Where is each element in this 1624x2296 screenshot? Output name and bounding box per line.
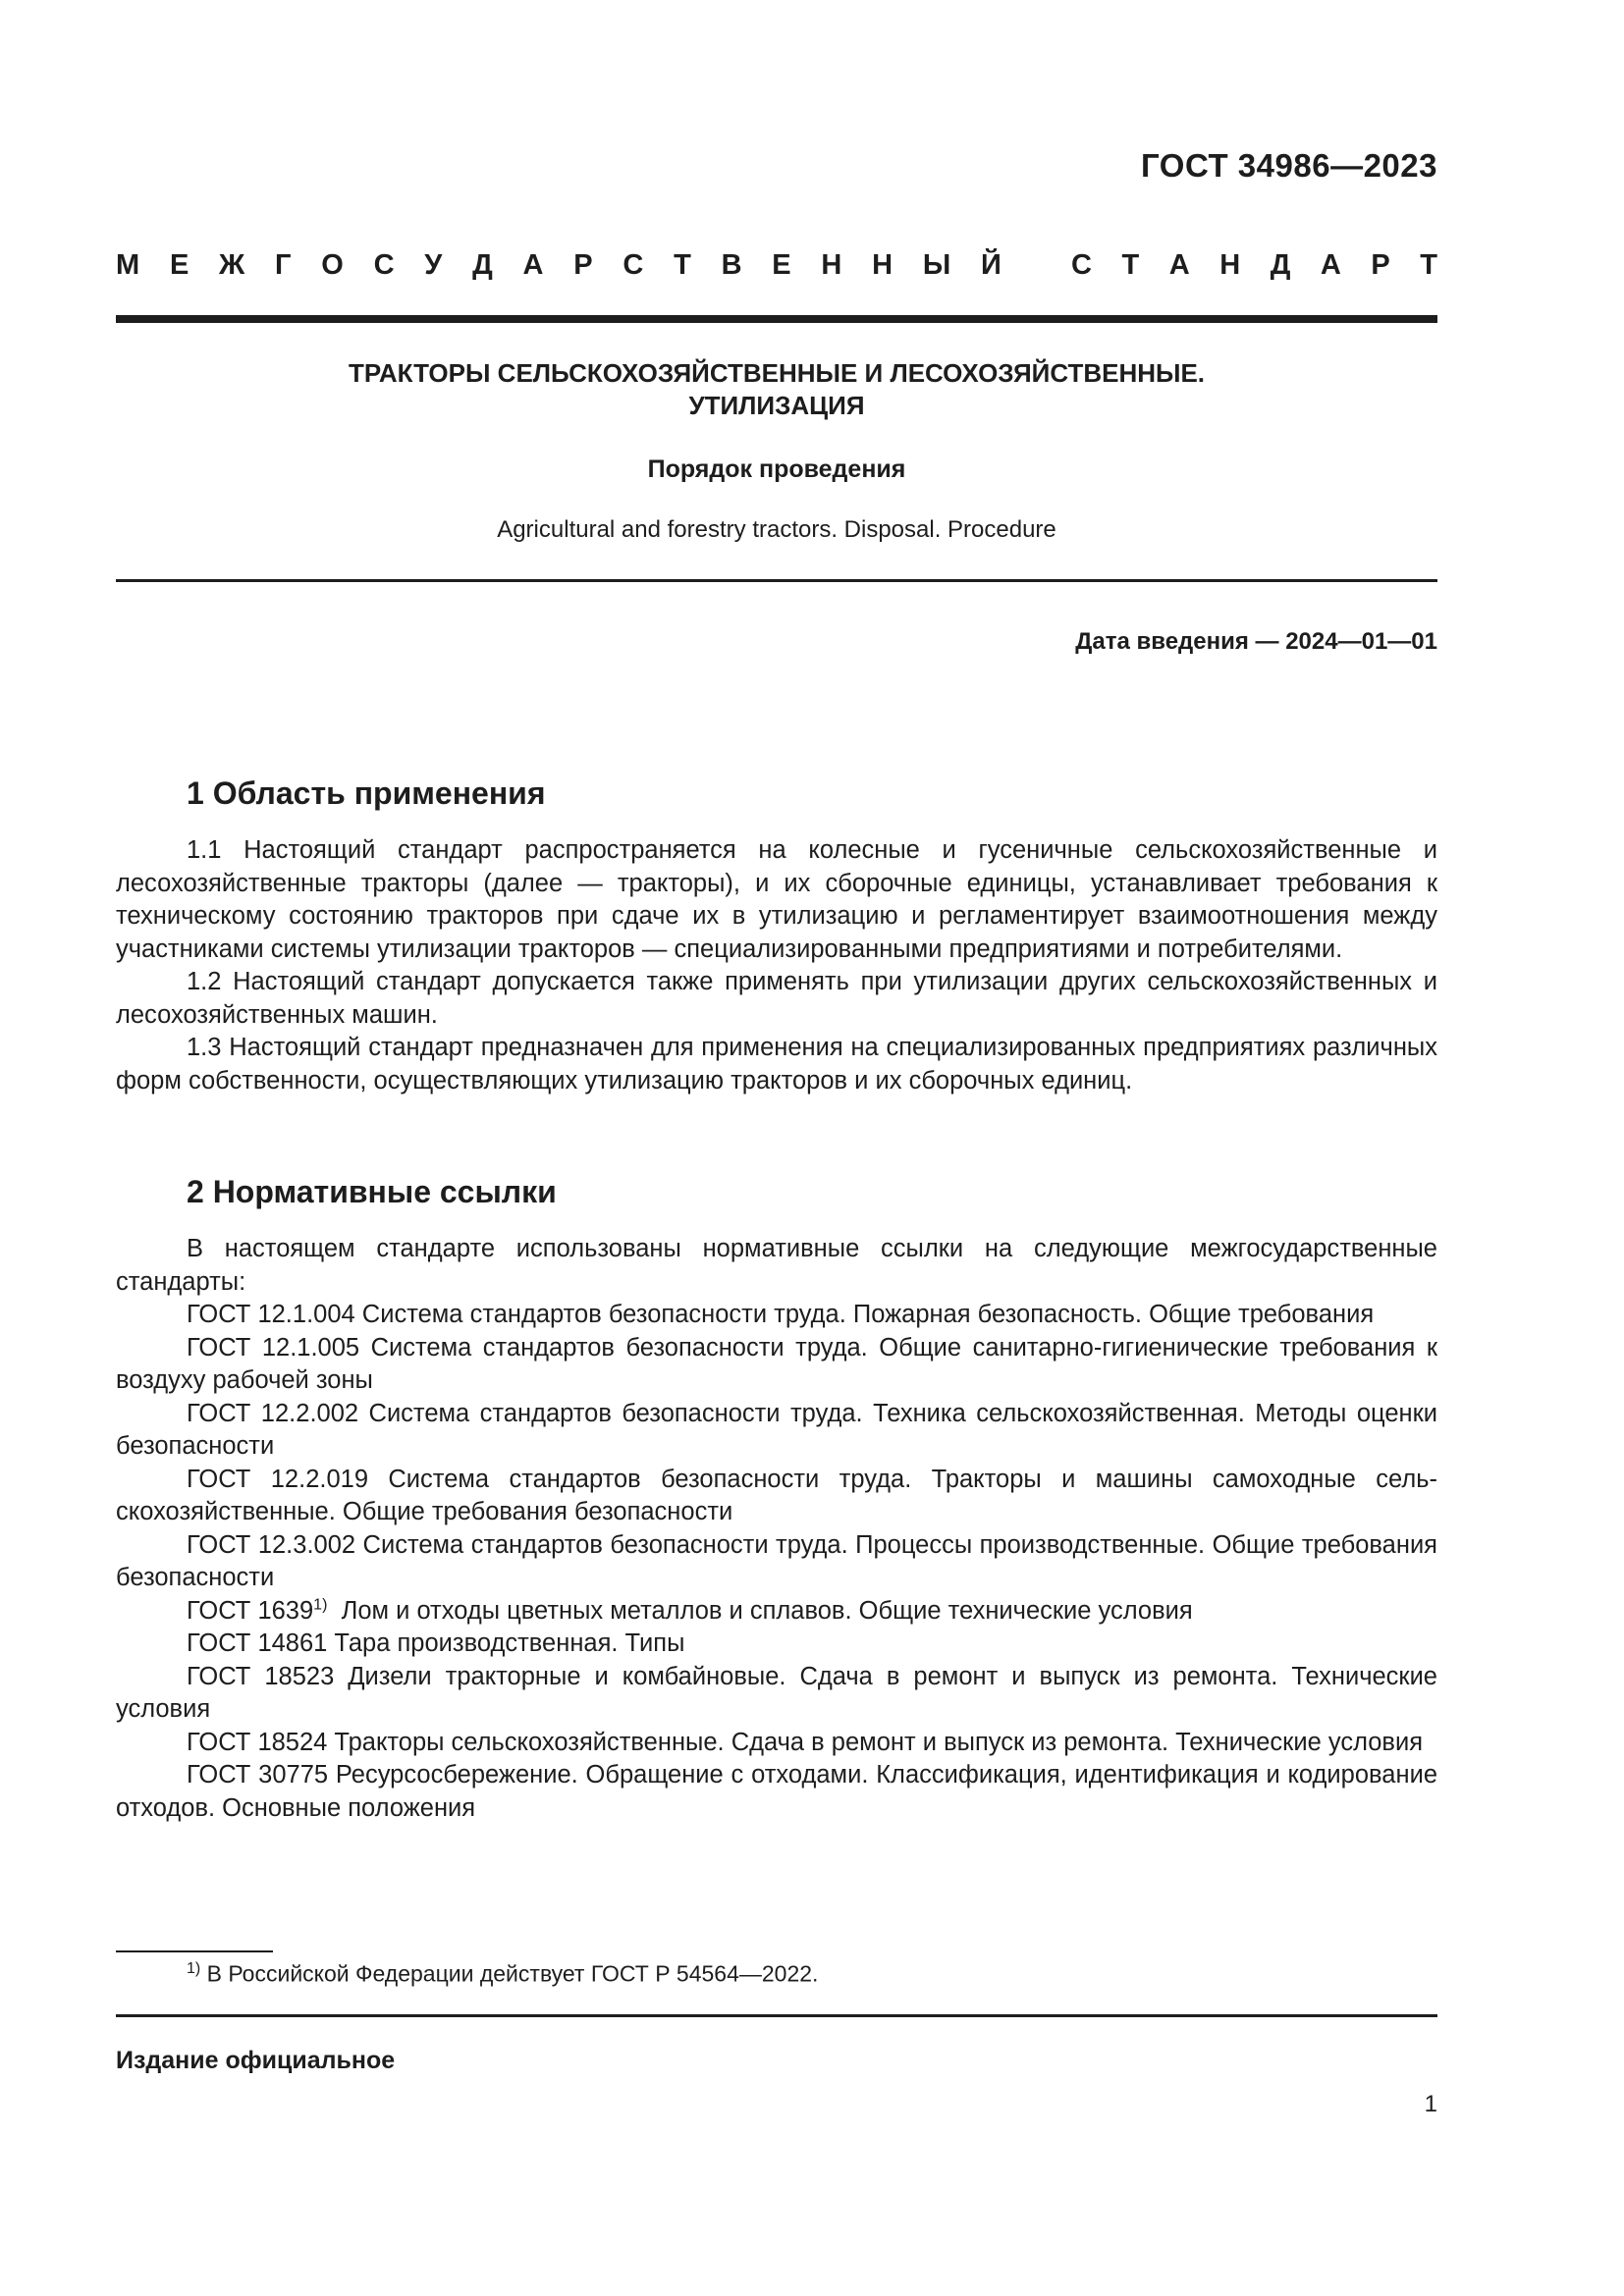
reference-item: ГОСТ 14861 Тара производственная. Типы — [187, 1629, 685, 1657]
paragraph-1-2: 1.2 Настоящий стандарт допускается также применять при утилизации других сельскохозяйственных и лесохозяйственных машин. — [116, 968, 1437, 1029]
banner-letter: Г — [275, 249, 292, 281]
banner-letter: О — [321, 249, 344, 281]
section-1-heading: 1 Область применения — [187, 775, 546, 811]
date-of-introduction: Дата введения — 2024—01—01 — [1075, 628, 1437, 655]
banner-letter: М — [116, 249, 140, 281]
banner-letter: Р — [1371, 249, 1390, 281]
reference-item: ГОСТ 18523 Дизели тракторные и комбайновые. Сдача в ремонт и выпуск из ремонта. Технические условия — [116, 1662, 1437, 1723]
banner-word-interstate — [116, 249, 1001, 282]
paragraph-1-1: 1.1 Настоящий стандарт распространяется на колесные и гусеничные сельскохозяйственные и лесохозяйственные тракторы (далее — тракторы), и их сборочные единицы, устанавливает требования к техническому состоянию тракторов при сдаче их в утилизацию и регламентирует взаимоотношения между участниками системы утилизации тракторов — специализированными предприятиями и потребителями. — [116, 836, 1437, 963]
footnote-mark: 1) — [187, 1960, 201, 1977]
banner-letter: Ы — [922, 249, 951, 281]
banner-letter: Е — [772, 249, 791, 281]
paragraph-1-3: 1.3 Настоящий стандарт предназначен для применения на специализированных предприятиях различных форм собственности, осуществляющих утилизацию тракторов и их сборочных единиц. — [116, 1034, 1437, 1095]
reference-item: ГОСТ 12.2.019 Система стандартов безопасности труда. Тракторы и машины самоходные сельскохозяйственные. Общие требования безопасности — [116, 1465, 1437, 1525]
gost-number: ГОСТ 34986—2023 — [1141, 147, 1437, 184]
page-number: 1 — [1424, 2091, 1437, 2117]
banner-letter: Й — [981, 249, 1001, 281]
footer-rule — [116, 2014, 1437, 2017]
title-line-2: УТИЛИЗАЦИЯ — [688, 391, 865, 420]
banner-letter: Н — [1219, 249, 1241, 281]
banner-letter: Д — [472, 249, 493, 281]
document-subtitle: Порядок проведения — [647, 455, 906, 483]
banner-letter: А — [1320, 249, 1341, 281]
document-title — [116, 357, 1437, 422]
interstate-standard-banner — [116, 249, 1437, 282]
reference-item: ГОСТ 18524 Тракторы сельскохозяйственные. Сдача в ремонт и выпуск из ремонта. Технические условия — [187, 1728, 1424, 1756]
reference-item-1639 — [116, 1595, 1437, 1629]
footnote — [187, 1960, 818, 1988]
banner-word-standard — [1071, 249, 1437, 282]
reference-item: ГОСТ 12.1.004 Система стандартов безопасности труда. Пожарная безопасность. Общие требования — [187, 1301, 1375, 1328]
banner-letter: А — [522, 249, 544, 281]
title-rule — [116, 579, 1437, 582]
banner-letter: А — [1168, 249, 1190, 281]
banner-letter: Т — [674, 249, 691, 281]
banner-letter: Е — [169, 249, 189, 281]
banner-letter: Т — [1121, 249, 1140, 281]
footnote-separator — [116, 1950, 273, 1952]
section-1-body — [116, 834, 1437, 1097]
reference-item: ГОСТ 12.2.002 Система стандартов безопасности труда. Техника сельскохозяйственная. Методы оценки безопасности — [116, 1399, 1437, 1460]
section-2-heading: 2 Нормативные ссылки — [187, 1174, 557, 1209]
banner-letter: Н — [821, 249, 842, 281]
banner-letter: В — [721, 249, 742, 281]
section-2-intro: В настоящем стандарте использованы нормативные ссылки на следующие межгосударственные стандарты: — [116, 1235, 1437, 1296]
reference-item: ГОСТ 12.1.005 Система стандартов безопасности труда. Общие санитарно-гигиенические требования к воздуху рабочей зоны — [116, 1333, 1437, 1394]
reference-title: Лом и отходы цветных металлов и сплавов. Общие технические условия — [341, 1596, 1193, 1625]
reference-item: ГОСТ 30775 Ресурсосбережение. Обращение с отходами. Классификация, идентификация и кодирование отходов. Основные положения — [116, 1761, 1437, 1822]
banner-letter: Ж — [219, 249, 245, 281]
official-edition-label: Издание официальное — [116, 2047, 396, 2074]
banner-letter: Н — [872, 249, 893, 281]
english-title: Agricultural and forestry tractors. Disposal. Procedure — [497, 516, 1056, 543]
banner-letter: Д — [1270, 249, 1291, 281]
banner-letter: С — [623, 249, 644, 281]
section-2-body — [116, 1233, 1437, 1825]
footnote-marker[interactable]: 1) — [313, 1596, 328, 1613]
header-rule — [116, 315, 1437, 323]
title-line-1: ТРАКТОРЫ СЕЛЬСКОХОЗЯЙСТВЕННЫЕ И ЛЕСОХОЗЯЙСТВЕННЫЕ. — [348, 358, 1206, 388]
banner-letter: С — [373, 249, 395, 281]
reference-code: ГОСТ 1639 — [187, 1596, 314, 1625]
banner-letter: Т — [1420, 249, 1437, 281]
footnote-text: В Российской Федерации действует ГОСТ Р 54564—2022. — [206, 1960, 819, 1987]
reference-item: ГОСТ 12.3.002 Система стандартов безопасности труда. Процессы производственные. Общие требования безопасности — [116, 1530, 1437, 1591]
banner-letter: С — [1071, 249, 1092, 281]
banner-letter: Р — [573, 249, 593, 281]
banner-letter: У — [424, 249, 443, 281]
